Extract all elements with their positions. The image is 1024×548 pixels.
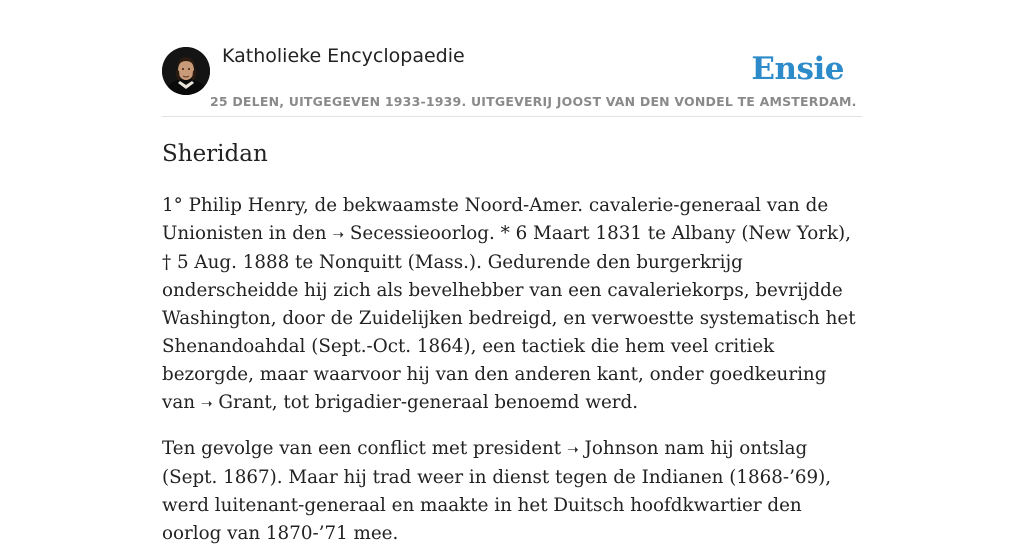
article-paragraph: [162, 192, 862, 418]
publication-title[interactable]: Katholieke Encyclopaedie: [222, 45, 465, 67]
article: [162, 138, 862, 544]
crossref-label: Grant: [218, 392, 272, 413]
paragraph-text: . * 6 Maart 1831 te Albany (New York), † 5 Aug. 1888 te Nonquitt (Mass.). Gedurende den burgerkrijg onderscheidde hij zich als bevelhebber van een cavaleriekorps, bevrijdde Washington, door de Zuidelijken bedreigd, en verwoestte systematisch het Shenandoahdal (Sept.-Oct. 1864), een tactiek die hem veel critiek bezorgde, maar waarvoor hij van den anderen kant, onder goedkeuring van: [162, 223, 856, 413]
portrait-avatar-icon[interactable]: [162, 47, 210, 95]
publication-header: [162, 0, 862, 117]
crossref-link-grant[interactable]: [201, 392, 272, 413]
publication-subtitle: 25 DELEN, UITGEGEVEN 1933-1939. UITGEVERIJ JOOST VAN DEN VONDEL TE AMSTERDAM.: [210, 94, 857, 109]
crossref-link-secessieoorlog[interactable]: [332, 223, 489, 244]
article-paragraph: [162, 435, 862, 548]
arrow-right-icon: ➝: [332, 227, 345, 243]
crossref-link-johnson[interactable]: [567, 438, 659, 459]
article-title: Sheridan: [162, 141, 268, 167]
paragraph-text: 1° Philip Henry, de bekwaamste Noord-Amer. cavalerie-generaal van de Unionisten in den: [162, 195, 829, 244]
arrow-right-icon: ➝: [200, 396, 213, 412]
crossref-label: Johnson: [584, 438, 659, 459]
paragraph-text: , tot brigadier-generaal benoemd werd.: [271, 392, 639, 413]
paragraph-text: nam hij ontslag (Sept. 1867). Maar hij trad weer in dienst tegen de Indianen (1868-’69), werd luitenant-generaal en maakte in het Duitsch hoofdkwartier den oorlog van 1870-’71 mee.: [162, 438, 832, 544]
crossref-label: Secessieoorlog: [349, 223, 490, 244]
arrow-right-icon: ➝: [566, 442, 579, 458]
paragraph-text: Ten gevolge van een conflict met president: [162, 438, 567, 459]
ensie-logo-link[interactable]: Ensie: [751, 51, 844, 87]
